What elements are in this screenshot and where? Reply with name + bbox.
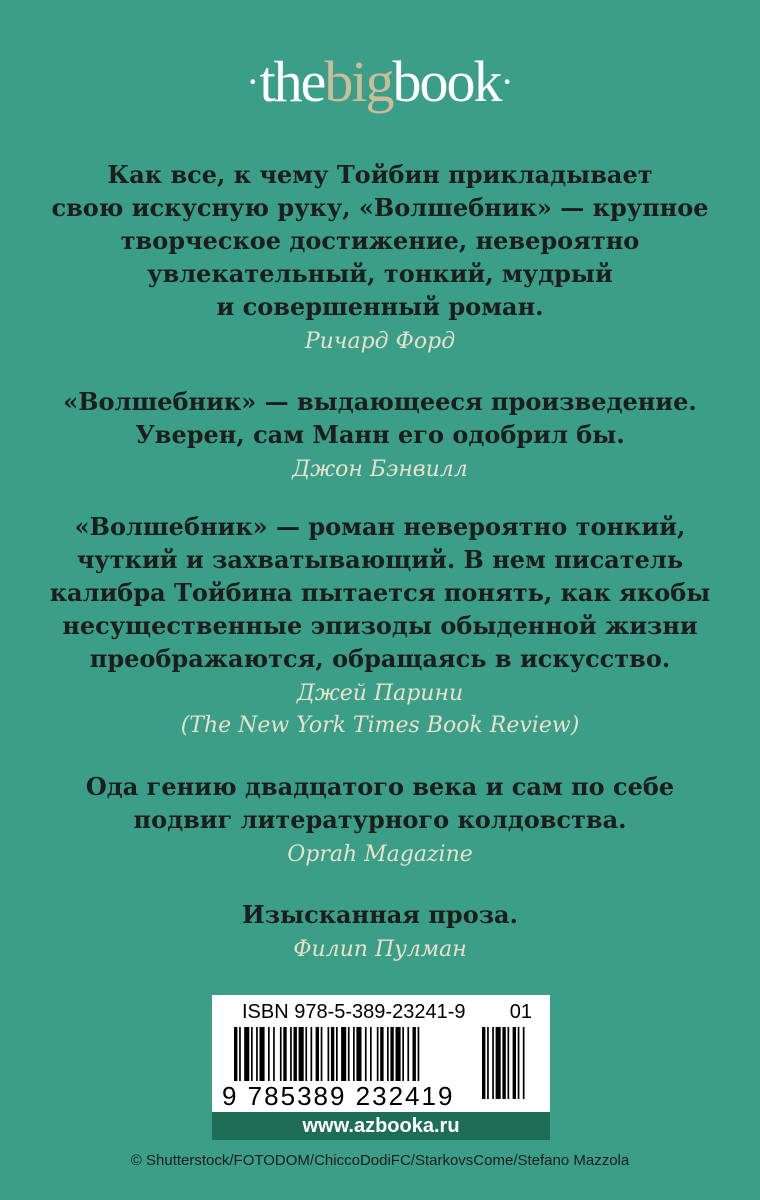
logo-book: book <box>392 49 501 114</box>
review-5-author: Филип Пулман <box>293 937 467 962</box>
review-1-author: Ричард Форд <box>304 329 456 354</box>
quote-line: и совершенный роман. <box>216 292 544 321</box>
quote-line: калибра Тойбина пытается понять, как якобы <box>49 578 711 607</box>
quote-line: Изысканная проза. <box>242 900 518 929</box>
quote-line: чуткий и захватывающий. В нем писатель <box>76 545 684 574</box>
barcode-digits-text: 9 785389 232419 <box>222 1081 455 1111</box>
review-4 <box>0 770 760 871</box>
publisher-logo <box>0 42 760 122</box>
isbn-barcode <box>212 995 550 1140</box>
quote-line: творческое достижение, невероятно <box>120 226 640 255</box>
review-1 <box>0 158 760 358</box>
quote-line: преображаются, обращаясь в искусство. <box>89 644 671 673</box>
review-2 <box>0 385 760 486</box>
review-5 <box>0 898 760 966</box>
photo-credit: © Shutterstock/FOTODOM/ChiccoDodiFC/StarkovsCome/Stefano Mazzola <box>130 1152 630 1169</box>
isbn-addon: 01 <box>509 1001 532 1023</box>
review-2-quote <box>0 385 760 451</box>
review-4-quote <box>0 770 760 836</box>
logo-dot-right: · <box>500 59 514 104</box>
logo-the: the <box>259 49 325 114</box>
author-source: (The New York Times Book Review) <box>180 713 580 738</box>
quote-line: свою искусную руку, «Волшебник» — крупное <box>51 193 709 222</box>
isbn-header <box>242 1001 532 1023</box>
review-2-author: Джон Бэнвилл <box>292 457 468 482</box>
author-name: Джей Парини <box>296 681 464 706</box>
quote-line: «Волшебник» — роман невероятно тонкий, <box>74 512 686 541</box>
quote-line: несущественные эпизоды обыденной жизни <box>62 611 698 640</box>
review-5-quote <box>0 898 760 931</box>
quote-line: увлекательный, тонкий, мудрый <box>147 259 613 288</box>
isbn-label: ISBN 978-5-389-23241-9 <box>242 1001 466 1023</box>
quote-line: подвиг литературного колдовства. <box>133 805 627 834</box>
review-3 <box>0 510 760 742</box>
review-1-quote <box>0 158 760 323</box>
quote-line: Ода гению двадцатого века и сам по себе <box>85 772 675 801</box>
publisher-url: www.azbooka.ru <box>212 1112 550 1140</box>
quote-line: Уверен, сам Манн его одобрил бы. <box>135 420 625 449</box>
review-3-author <box>0 678 760 742</box>
review-3-quote <box>0 510 760 675</box>
barcode-digits <box>220 1081 540 1111</box>
quote-line: «Волшебник» — выдающееся произведение. <box>63 387 697 416</box>
review-4-author: Oprah Magazine <box>287 842 473 867</box>
logo-dot-left: · <box>246 59 260 104</box>
quote-line: Как все, к чему Тойбин прикладывает <box>107 160 653 189</box>
logo-big: big <box>324 49 393 114</box>
